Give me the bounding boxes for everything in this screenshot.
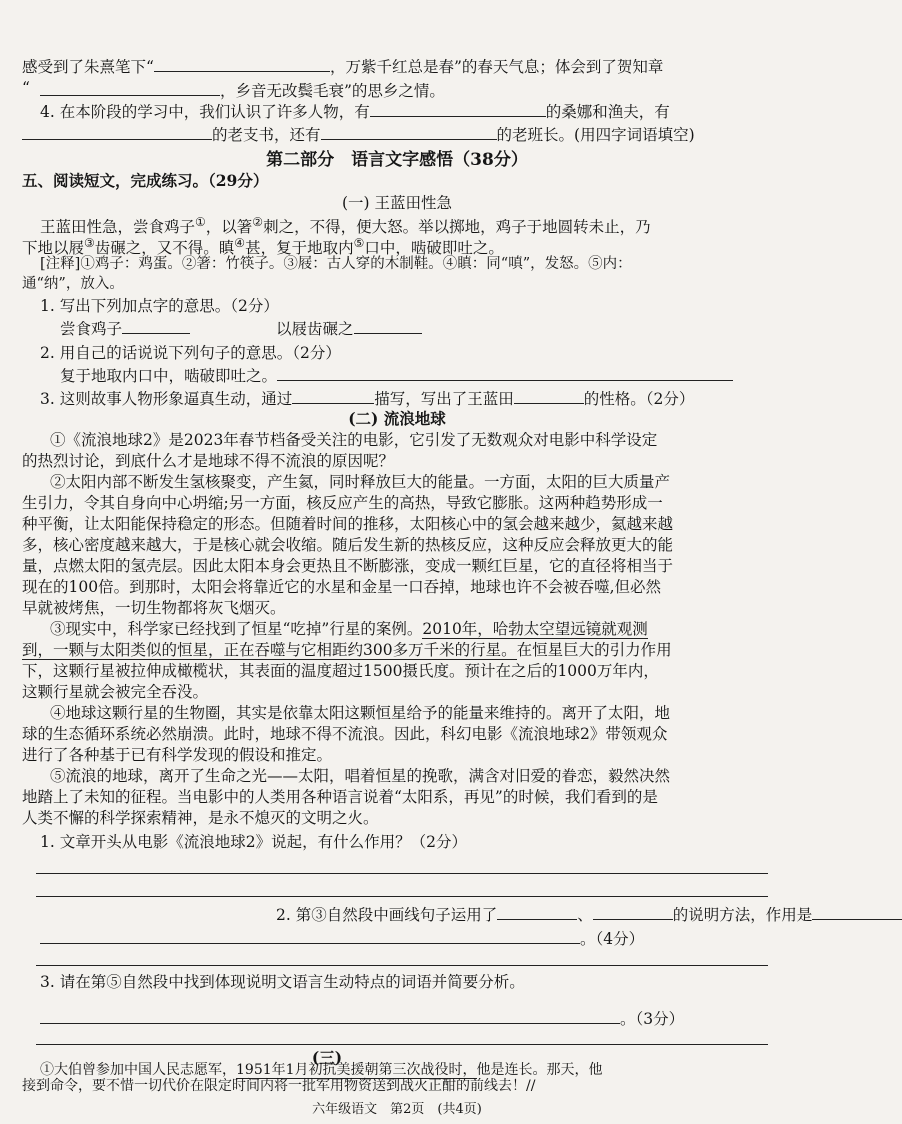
text: “ — [22, 79, 30, 97]
answer-blank[interactable] — [40, 80, 220, 96]
passage-2-line: 种平衡，让太阳能保持稳定的形态。但随着时间的推移，太阳核心中的氢会越来越少，氦越来越 — [22, 515, 674, 533]
passage-2-line: 生引力，令其自身向中心坍缩;另一方面，核反应产生的高热，导致它膨胀。这两种趋势形成一 — [22, 494, 663, 512]
text: 4. 在本阶段的学习中，我们认识了许多人物，有 — [40, 103, 370, 121]
text: 感受到了朱熹笔下“ — [22, 58, 154, 76]
text: 3. 这则故事人物形象逼真生动，通过 — [40, 390, 293, 408]
passage-2-line: 现在的100倍。到那时，太阳会将靠近它的水星和金星一口吞掉，地球也许不会被吞噬,但必然 — [22, 578, 662, 596]
text: 尝食鸡子 — [60, 320, 123, 338]
underlined-sentence: 到，一颗与太阳类似的恒星，正在吞噬与它相距约300多万千米的行星。 — [22, 641, 517, 659]
p1-question-2: 2. 用自己的话说说下列句子的意思。（2分） — [40, 344, 341, 362]
passage-1-title: (一) 王蓝田性急 — [341, 194, 453, 212]
text: ，乡音无改鬓毛衰”的思乡之情。 — [220, 82, 445, 100]
text: 复于地取内口中，啮破即吐之。 — [60, 367, 278, 385]
text: 。（3分） — [620, 1010, 685, 1028]
answer-blank[interactable] — [40, 928, 580, 944]
text: 、 — [577, 906, 593, 924]
passage-3-line: 接到命令，要不惜一切代价在限定时间内将一批军用物资送到战火正酣的前线去！// — [22, 1078, 536, 1094]
p1-question-2-sentence — [60, 365, 774, 386]
text: 甚，复于地取内 — [245, 239, 354, 258]
answer-blank[interactable] — [370, 101, 546, 117]
text: 刺之，不得，便大怒。举以掷地，鸡子于地圆转未止，乃 — [263, 218, 651, 237]
passage-2-line: 进行了各种基于已有科学发现的假设和推定。 — [22, 746, 333, 764]
top-line-2b — [40, 80, 774, 101]
passage-2-line: 的热烈讨论，到底什么才是地球不得不流浪的原因呢？ — [22, 452, 395, 470]
p1-question-1: 1. 写出下列加点字的意思。（2分） — [40, 297, 279, 315]
passage-2-line: 量，点燃太阳的氢壳层。因此太阳本身会更热且不断膨涨，变成一颗红巨星，它的直径将相当于 — [22, 557, 674, 575]
section-5-title: 五、阅读短文，完成练习。（29分） — [22, 171, 269, 190]
question-4-line-2 — [22, 124, 774, 145]
text: 。（4分） — [580, 930, 645, 948]
answer-line[interactable] — [36, 873, 768, 874]
passage-2-line: ②太阳内部不断发生氢核聚变，产生氦，同时释放巨大的能量。一方面，太阳的巨大质量产 — [50, 473, 671, 491]
p2-question-3-end — [40, 1008, 774, 1029]
text: 的说明方法，作用是 — [672, 906, 813, 924]
answer-blank[interactable] — [22, 124, 212, 140]
answer-line[interactable] — [36, 896, 768, 897]
text: ③现实中，科学家已经找到了恒星“吃掉”行星的案例。 — [50, 620, 423, 638]
underlined-sentence: 2010年，哈勃太空望远镜就观测 — [422, 620, 648, 638]
passage-2-line: ④地球这颗行星的生物圈，其实是依靠太阳这颗恒星给予的能量来维持的。离开了太阳，地 — [50, 704, 671, 722]
passage-2-line — [22, 640, 774, 660]
text: 2. 第③自然段中画线句子运用了 — [276, 906, 498, 924]
answer-blank[interactable] — [277, 365, 733, 381]
text: 他是连长。那天，他 — [476, 1062, 603, 1078]
p2-question-1: 1. 文章开头从电影《流浪地球2》说起，有什么作用？（2分） — [40, 833, 467, 851]
answer-line[interactable] — [36, 965, 768, 966]
text: 以屐齿碾之 — [276, 320, 354, 338]
text: 下地以屐 — [22, 239, 85, 258]
text: 王蓝田性急，尝食鸡子 — [40, 218, 196, 237]
answer-blank[interactable] — [812, 904, 902, 920]
text: 在恒星巨大的引力作用 — [516, 641, 672, 659]
passage-2-line: ①《流浪地球2》是2023年春节档备受关注的电影，它引发了无数观众对电影中科学设定 — [50, 431, 658, 449]
answer-blank[interactable] — [321, 124, 497, 140]
passage-2-line: 地踏上了未知的征程。当电影中的人类用各种语言说着“太阳系，再见”的时候，我们看到的是 — [22, 788, 658, 806]
annotation-line: [注释]①鸡子：鸡蛋。②箸：竹筷子。③屐：古人穿的木制鞋。④瞋：同“嗔”，发怒。⑤内： — [40, 256, 632, 272]
answer-blank[interactable] — [154, 56, 330, 72]
text: ，以箸 — [205, 218, 253, 237]
passage-2-line: 早就被烤焦，一切生物都将灰飞烟灭。 — [22, 599, 286, 617]
page-footer: 六年级语文 第2页 (共4页) — [312, 1102, 482, 1117]
answer-blank[interactable] — [122, 318, 190, 334]
text: 的桑娜和渔夫，有 — [545, 103, 670, 121]
passage-2-title: (二) 流浪地球 — [348, 409, 446, 428]
passage-1-line: 下地以屐③齿碾之，又不得。瞋④甚，复于地取内⑤口中，啮破即吐之。 — [22, 236, 504, 258]
text: ，万紫千红总是春”的春天气息；体会到了贺知章 — [329, 58, 664, 76]
text: 的性格。（2分） — [583, 390, 695, 408]
p2-question-2-line-1 — [40, 904, 813, 925]
answer-blank[interactable] — [292, 388, 374, 404]
passage-2-line: 人类不懈的科学探索精神，是永不熄灭的文明之火。 — [22, 809, 379, 827]
text: ①大伯曾参加中国人民志愿军， — [40, 1062, 236, 1078]
text: 齿碾之，又不得。瞋 — [94, 239, 235, 258]
answer-blank[interactable] — [514, 388, 584, 404]
passage-2-line: 下，这颗行星被拉伸成橄榄状，其表面的温度超过1500摄氏度。预计在之后的1000万年内， — [22, 662, 659, 680]
answer-blank[interactable] — [354, 318, 422, 334]
part-2-title: 第二部分 语言文字感悟（38分） — [266, 150, 528, 170]
passage-3-title: (三) — [311, 1048, 343, 1067]
text: 口中，啮破即吐之。 — [364, 239, 504, 258]
answer-blank[interactable] — [497, 904, 577, 920]
text: 的老支书，还有 — [212, 126, 321, 144]
annotation-line: 通“纳”，放入。 — [22, 276, 124, 292]
top-line-1 — [22, 56, 774, 77]
passage-2-line: 球的生态循环系统必然崩溃。此时，地球不得不流浪。因此，科幻电影《流浪地球2》带领观众 — [22, 725, 668, 743]
p1-question-1-items — [60, 318, 774, 339]
p2-question-2-line-2 — [40, 928, 774, 949]
underlined-sentence: 1951年1月初抗美援朝第三次战役时， — [236, 1062, 477, 1078]
question-4-line-1 — [40, 101, 774, 122]
passage-2-line — [50, 619, 774, 639]
answer-blank[interactable] — [593, 904, 673, 920]
passage-2-line: ⑤流浪的地球，离开了生命之光——太阳，唱着恒星的挽歌，满含对旧爱的眷恋，毅然决然 — [50, 767, 671, 785]
text: 描写，写出了王蓝田 — [374, 390, 514, 408]
passage-2-line: 多，核心密度越来越大，于是核心就会收缩。随后发生新的热核反应，这种反应会释放更大的能 — [22, 536, 674, 554]
passage-2-line: 这颗行星就会被完全吞没。 — [22, 683, 209, 701]
answer-line[interactable] — [36, 1044, 768, 1045]
passage-1-line: 王蓝田性急，尝食鸡子①，以箸②刺之，不得，便大怒。举以掷地，鸡子于地圆转未止，乃 — [40, 215, 651, 237]
p2-question-3: 3. 请在第⑤自然段中找到体现说明文语言生动特点的词语并简要分析。 — [40, 973, 525, 991]
answer-blank[interactable] — [40, 1008, 620, 1024]
p1-question-3 — [40, 388, 774, 409]
text: 的老班长。(用四字词语填空) — [496, 126, 695, 144]
